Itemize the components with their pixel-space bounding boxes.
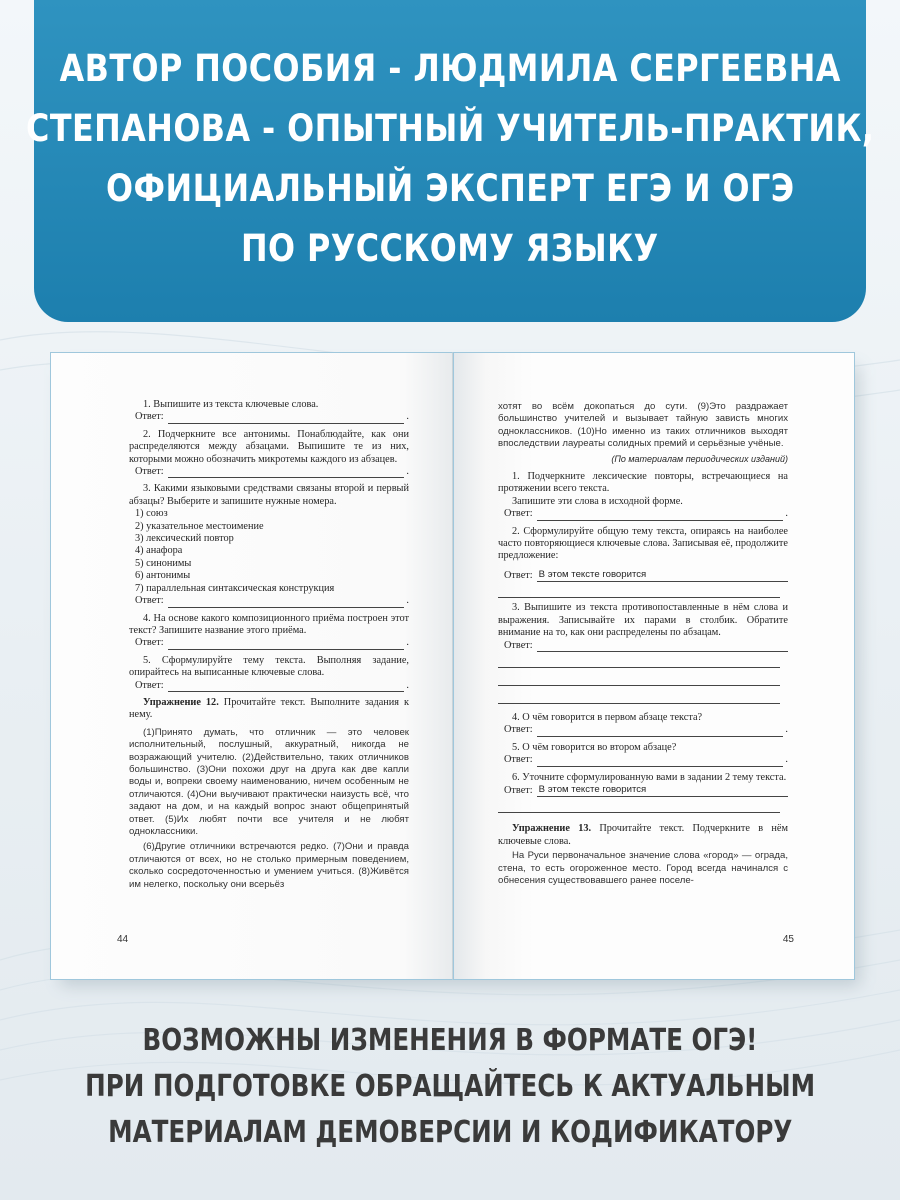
answer-blank: [168, 468, 405, 478]
option-2: 2) указательное местоимение: [135, 520, 264, 532]
page-number-left: 44: [117, 934, 129, 945]
exercise-12-title: Упражнение 12.: [143, 696, 219, 708]
exercise-12-task: Прочитайте текст. Выполните задания к нему.: [129, 696, 410, 721]
left-page: [50, 352, 453, 980]
answer-blank: [168, 414, 405, 424]
answer-blank-full: [498, 654, 780, 668]
banner-line-4: ПО РУССКОМУ ЯЗЫКУ: [241, 227, 659, 270]
answer-prefill: В этом тексте говорится: [537, 569, 788, 582]
notice-line-1: ВОЗМОЖНЫ ИЗМЕНЕНИЯ В ФОРМАТЕ ОГЭ!: [142, 1023, 758, 1058]
answer-line: Ответ: .: [135, 411, 409, 423]
answer-label: Ответ:: [504, 508, 533, 520]
answer-blank: [537, 511, 784, 521]
answer-line: Ответ: .: [504, 508, 788, 520]
task-1: 1. Выпишите из текста ключевые слова.: [143, 399, 319, 410]
option-5: 5) синонимы: [135, 557, 192, 569]
banner-line-2: СТЕПАНОВА - ОПЫТНЫЙ УЧИТЕЛЬ-ПРАКТИК,: [25, 107, 875, 150]
answer-line: Ответ: .: [135, 679, 409, 691]
answer-label: Ответ:: [135, 595, 164, 607]
author-banner: [25, 0, 875, 322]
right-page-content: [498, 401, 788, 887]
answer-blank: [168, 682, 405, 692]
notice-line-3: МАТЕРИАЛАМ ДЕМОВЕРСИИ И КОДИФИКАТОРУ: [107, 1115, 793, 1150]
answer-line-prefilled: [498, 569, 788, 582]
answer-blank-full: [498, 799, 780, 813]
answer-line: Ответ: .: [135, 595, 409, 607]
task-5: 5. Сформулируйте тему текста. Выполняя задание, опирайтесь на выписанные ключевые слова.: [129, 654, 409, 679]
page-number-right: 45: [782, 934, 794, 945]
answer-line-prefilled: [498, 784, 788, 797]
text-source: (По материалам периодических изданий): [611, 453, 788, 464]
answer-line: Ответ: .: [504, 754, 788, 766]
task-1: 1. Подчеркните лексические повторы, встречающиеся на протяжении всего текста.: [498, 471, 788, 495]
format-notice: [0, 1018, 900, 1158]
answer-label: Ответ:: [504, 754, 533, 766]
answer-blank: [537, 727, 784, 737]
option-4: 4) анафора: [135, 545, 183, 557]
answer-label: Ответ:: [504, 784, 533, 796]
task-1-sub: Запишите эти слова в исходной форме.: [512, 495, 683, 507]
task-5: 5. О чём говорится во втором абзаце?: [512, 741, 677, 753]
answer-label: Ответ:: [504, 569, 533, 581]
answer-prefill: В этом тексте говорится: [537, 784, 788, 797]
answer-label: Ответ:: [135, 637, 164, 649]
answer-label: Ответ:: [135, 466, 164, 478]
task-3: 3. Какими языковыми средствами связаны второй и первый абзацы? Выберите и запишите нужные номера.: [129, 483, 409, 507]
task-4: 4. О чём говорится в первом абзаце текста?: [512, 711, 703, 723]
text-continuation: хотят во всём докопаться до сути. (9)Это раздражает большинство учителей и вызывает тайную зависть многих одноклассников. (10)Но именно из таких отличников выходят впоследствии лауреаты солидных премий и серьёзные учёные.: [498, 401, 788, 450]
answer-label: Ответ:: [135, 411, 164, 423]
exercise-13-text: На Руси первоначальное значение слова «город» — ограда, стена, то есть огороженное место. Город всегда начинался с обнесения существовавшего ранее поселе-: [498, 850, 788, 886]
task-3: 3. Выпишите из текста противопоставленные в нём слова и выражения. Записывайте их парами в столбик. Обратите внимание на то, как они распределены по абзацам.: [498, 602, 788, 639]
exercise-13-heading: [498, 823, 788, 848]
answer-blank-full: [498, 584, 780, 598]
option-3: 3) лексический повтор: [135, 533, 234, 545]
task-2: 2. Сформулируйте общую тему текста, опираясь на наиболее часто повторяющиеся ключевые слова. Записывая её, продолжите предложение:: [498, 525, 788, 562]
answer-label: Ответ:: [135, 679, 164, 691]
answer-blank: [537, 757, 784, 767]
answer-blank-full: [498, 690, 780, 704]
answer-blank-full: [498, 672, 780, 686]
answer-blank: [537, 642, 788, 652]
option-6: 6) антонимы: [135, 570, 191, 582]
task-4: 4. На основе какого композиционного приёма построен этот текст? Запишите название этого приёма.: [129, 612, 409, 636]
answer-line: Ответ: .: [135, 466, 409, 478]
answer-line: Ответ: .: [135, 637, 409, 649]
answer-line: Ответ: .: [504, 724, 788, 736]
answer-label: Ответ:: [504, 639, 533, 651]
notice-line-2: ПРИ ПОДГОТОВКЕ ОБРАЩАЙТЕСЬ К АКТУАЛЬНЫМ: [85, 1069, 815, 1104]
text-paragraph-2: (6)Другие отличники встречаются редко. (7)Они и правда отличаются от всех, но не столько примерным поведением, сколько сосредоточенностью и умением учиться. (8)Живётся им нелегко, поскольку они всерьёз: [129, 841, 409, 890]
answer-blank: [168, 598, 405, 608]
exercise-12-heading: [129, 697, 409, 722]
exercise-13-title: Упражнение 13.: [512, 823, 592, 835]
exercise-13-task: Прочитайте текст. Подчеркните в нём ключевые слова.: [498, 823, 788, 847]
answer-label: Ответ:: [504, 724, 533, 736]
open-workbook: [50, 352, 866, 982]
option-7: 7) параллельная синтаксическая конструкция: [135, 582, 335, 594]
answer-blank: [168, 640, 405, 650]
task-2: 2. Подчеркните все антонимы. Понаблюдайте, как они распределяются между абзацами. Выпишите те из них, которыми можно обозначить микротемы каждого из абзацев.: [129, 428, 409, 465]
banner-line-3: ОФИЦИАЛЬНЫЙ ЭКСПЕРТ ЕГЭ И ОГЭ: [105, 167, 795, 210]
task-6: 6. Уточните сформулированную вами в задании 2 тему текста.: [512, 771, 787, 783]
answer-line: [498, 640, 788, 652]
banner-line-1: АВТОР ПОСОБИЯ - ЛЮДМИЛА СЕРГЕЕВНА: [59, 47, 841, 90]
right-page: [453, 352, 855, 980]
option-1: 1) союз: [135, 508, 168, 520]
left-page-content: [129, 399, 409, 896]
text-paragraph-1: (1)Принято думать, что отличник — это человек исполнительный, послушный, аккуратный, никогда не возражающий учителю. (2)Действительно, таких отличников большинство. (3)Они похожи друг на друга как две капли воды и, вопреки своему наименованию, ничем особенным не отличаются. (4)Они выучивают практически наизусть всё, что задают на дом, и на каждый вопрос знают общепринятый ответ. (5)Их любят почти все учителя и не любят одноклассники.: [129, 726, 409, 837]
